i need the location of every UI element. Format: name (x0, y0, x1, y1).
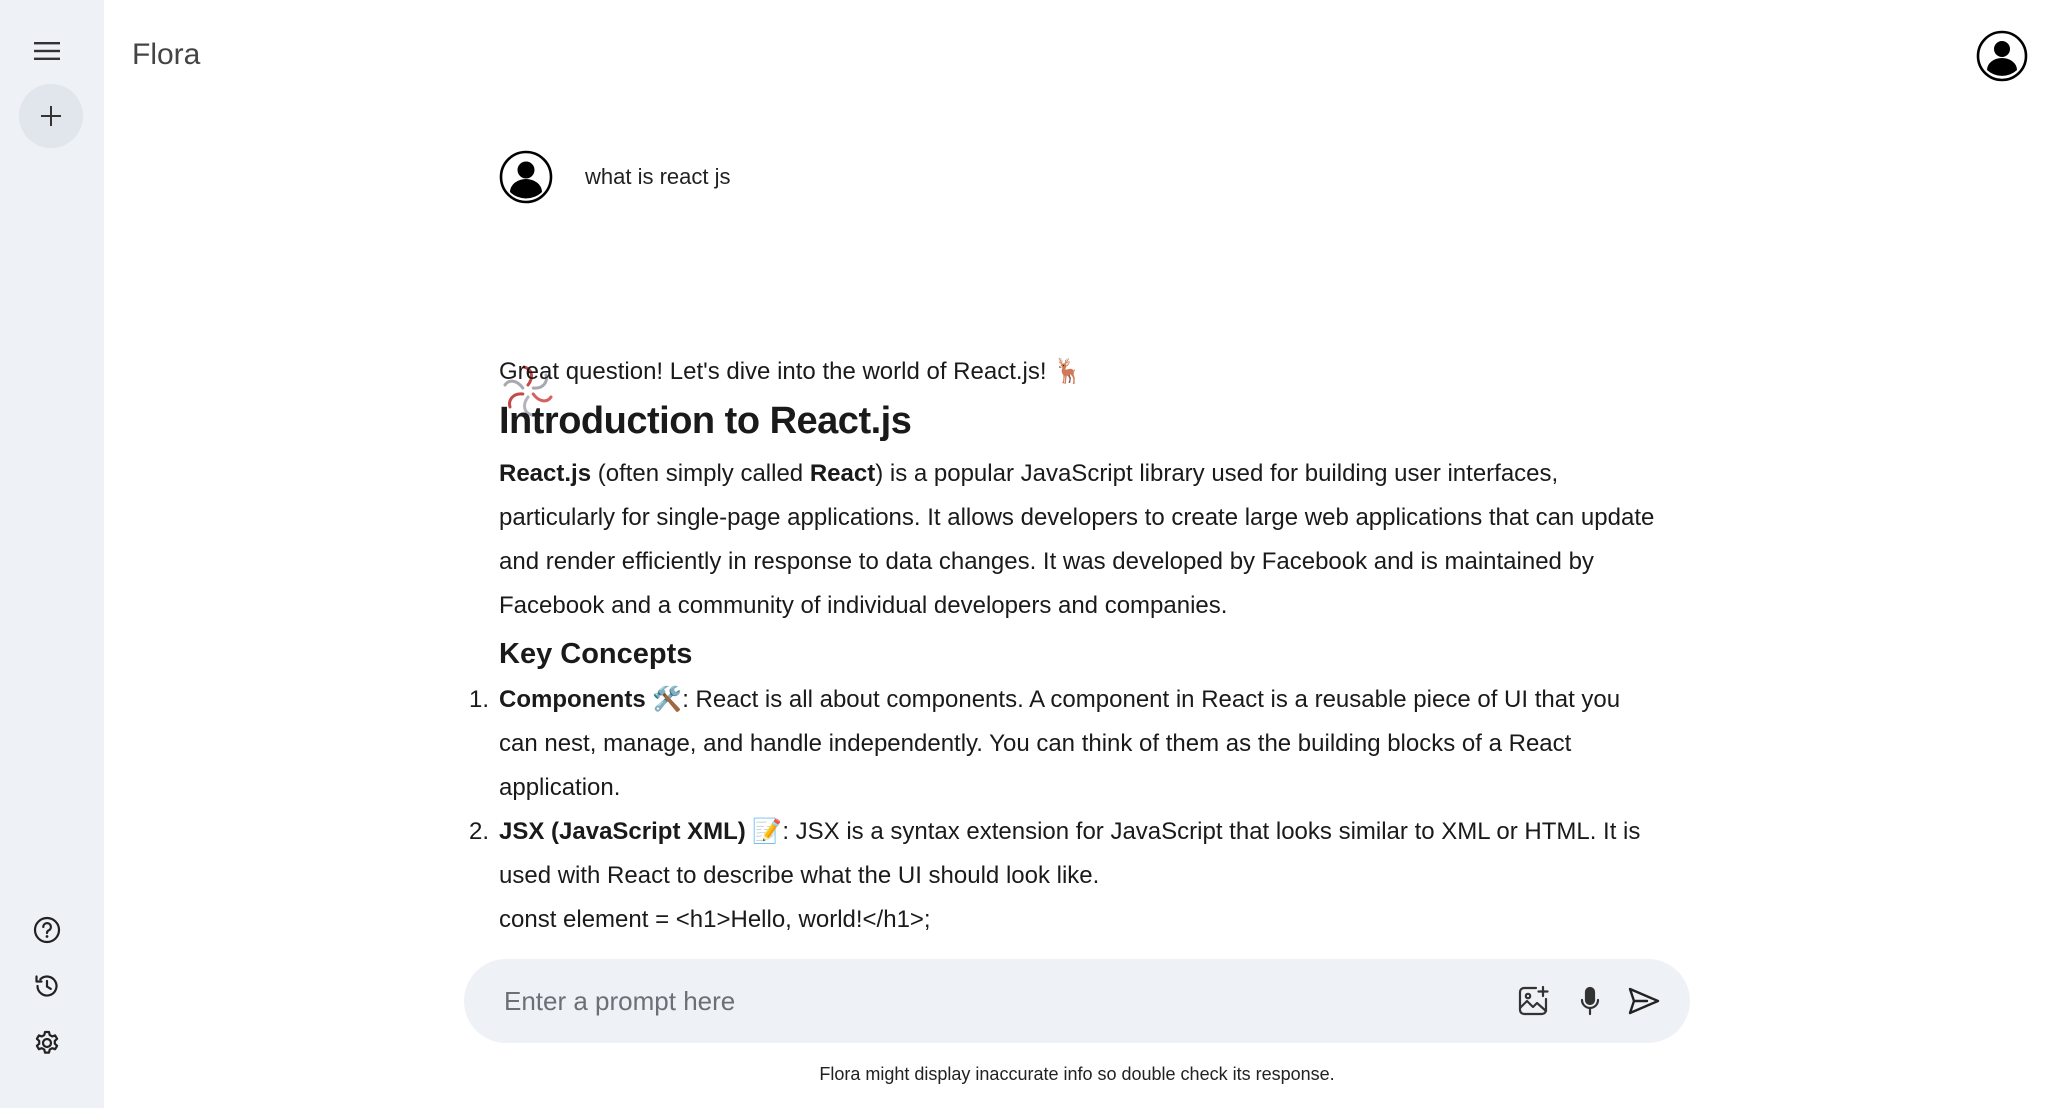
assistant-response (469, 350, 1659, 942)
concept-list (469, 678, 1659, 898)
list-item-text: : JSX is a syntax extension for JavaScript that looks similar to XML or HTML. It is used with React to describe what the UI should look like. (499, 818, 1641, 889)
list-item-title: JSX (JavaScript XML) 📝 (499, 818, 783, 845)
chat-area (469, 150, 1659, 933)
paragraph-text: ) is a popular JavaScript library used for building user interfaces, particularly for single-page applications. It allows developers to create large web applications that can update and render efficiently in response to data changes. It was developed by Facebook and is maintained by Facebook and a community of individual developers and companies. (499, 460, 1655, 619)
response-intro: Great question! Let's dive into the world of React.js! 🦌 (499, 358, 1084, 385)
list-number: 1. (469, 686, 490, 713)
list-number: 2. (469, 818, 490, 845)
user-message-text: what is react js (585, 164, 731, 189)
app-title: Flora (132, 38, 201, 71)
disclaimer-text: Flora might display inaccurate info so double check its response. (819, 1064, 1335, 1084)
profile-avatar[interactable] (1976, 30, 2028, 82)
send-icon[interactable] (1624, 981, 1664, 1021)
prompt-input[interactable] (504, 979, 1454, 1023)
list-item (469, 810, 1659, 898)
code-line: const element = <h1>Hello, world!</h1>; (499, 906, 931, 933)
user-avatar (499, 150, 553, 204)
list-item-text: : React is all about components. A component in React is a reusable piece of UI that you can nest, manage, and handle independently. You can think of them as the building blocks of a React application. (499, 686, 1621, 801)
hamburger-icon[interactable] (27, 33, 67, 69)
list-item (469, 678, 1659, 810)
plus-icon (39, 104, 63, 128)
prompt-bar (464, 959, 1690, 1043)
list-item-title: Components 🛠️ (499, 686, 683, 713)
settings-icon[interactable] (28, 1024, 66, 1062)
response-subheading: Key Concepts (499, 638, 693, 670)
microphone-icon[interactable] (1570, 981, 1610, 1021)
paragraph-bold: React.js (499, 460, 592, 487)
paragraph-bold: React (809, 460, 876, 487)
user-message (499, 150, 1659, 204)
history-icon[interactable] (28, 967, 66, 1005)
sidebar (0, 0, 104, 1108)
response-paragraph (499, 452, 1659, 628)
add-image-icon[interactable] (1513, 981, 1553, 1021)
response-heading: Introduction to React.js (499, 400, 912, 442)
new-chat-button[interactable] (19, 84, 83, 148)
help-icon[interactable] (28, 911, 66, 949)
paragraph-text: (often simply called (591, 460, 810, 487)
